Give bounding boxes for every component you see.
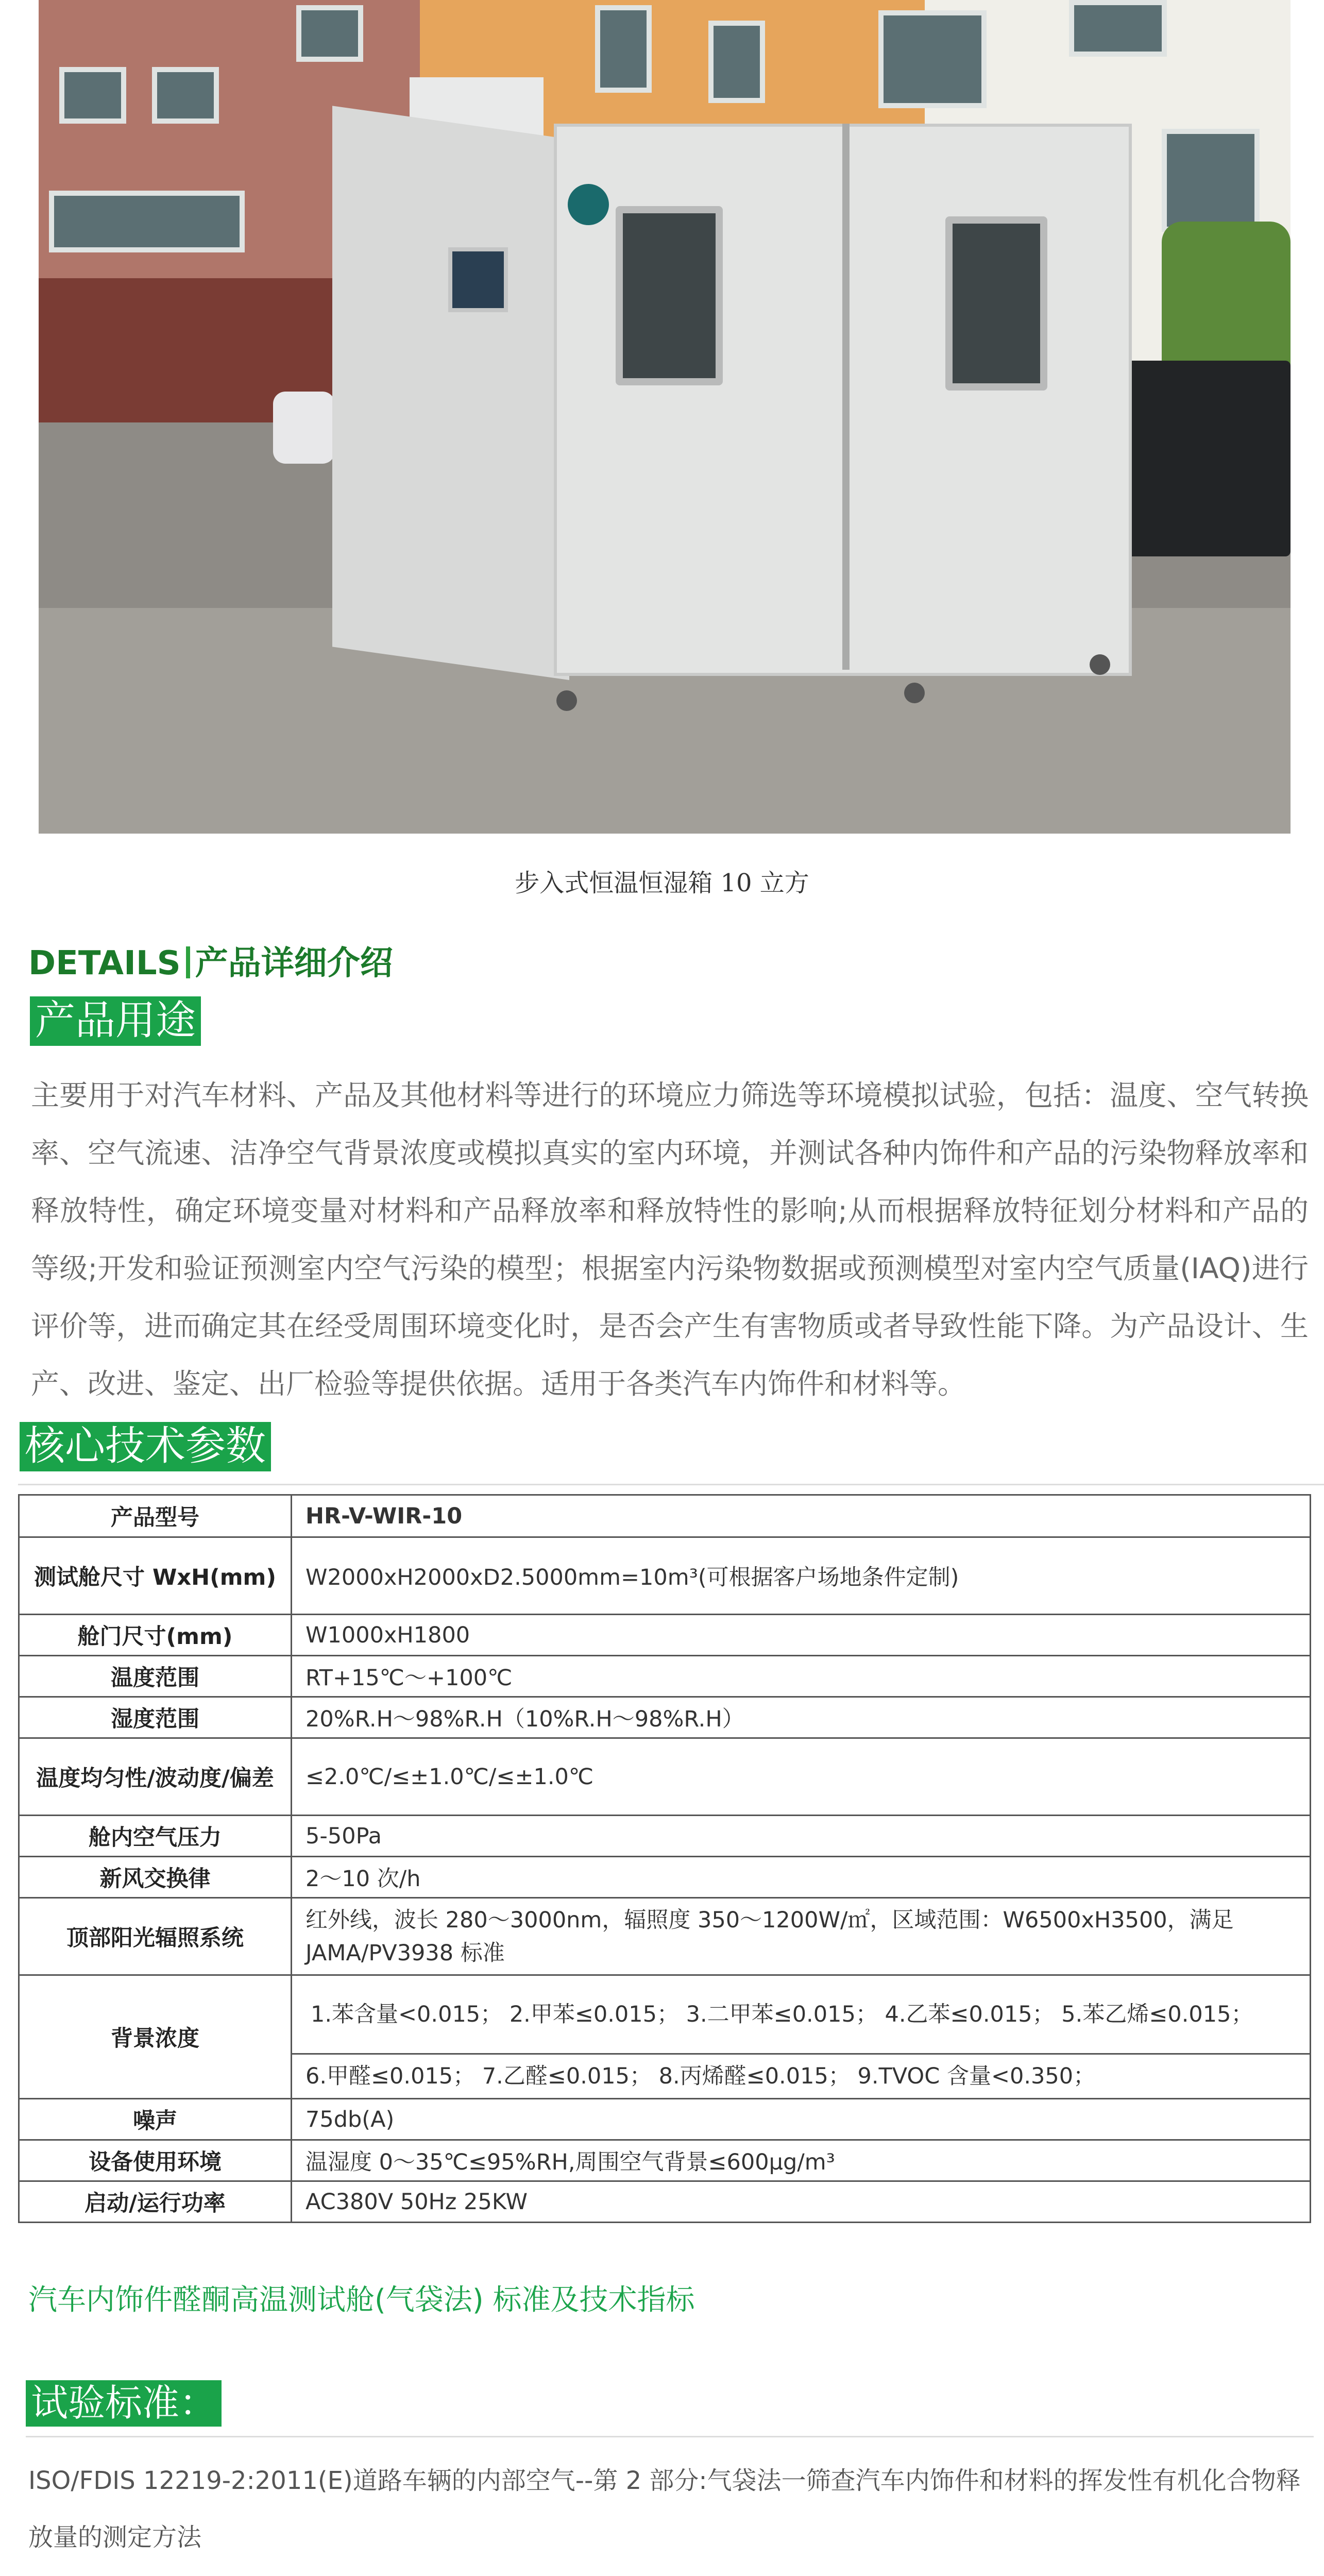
table-row bbox=[19, 1738, 1311, 1816]
product-photo bbox=[39, 0, 1291, 834]
param-value: W2000xH2000xD2.5000mm=10m³(可根据客户场地条件定制) bbox=[292, 1537, 1311, 1615]
param-key: 顶部阳光辐照系统 bbox=[19, 1898, 292, 1975]
param-value: 红外线，波长 280～3000nm，辐照度 350～1200W/㎡，区域范围：W6500xH3500，满足 JAMA/PV3938 标准 bbox=[292, 1898, 1311, 1975]
table-row bbox=[19, 2181, 1311, 2223]
table-row bbox=[19, 2140, 1311, 2181]
param-value: AC380V 50Hz 25KW bbox=[292, 2181, 1311, 2223]
params-divider bbox=[18, 1484, 1324, 1485]
param-key: 测试舱尺寸 WxH(mm) bbox=[19, 1537, 292, 1615]
param-value: 温湿度 0～35℃≤95%RH,周围空气背景≤600μg/m³ bbox=[292, 2140, 1311, 2181]
background-line-2: 6.甲醛≤0.015； 7.乙醛≤0.015； 8.丙烯醛≤0.015； 9.TVOC 含量<0.350； bbox=[292, 2053, 1310, 2098]
params-heading: 核心技术参数 bbox=[20, 1422, 271, 1471]
param-value: 20%R.H～98%R.H（10%R.H～98%R.H） bbox=[292, 1697, 1311, 1738]
usage-heading: 产品用途 bbox=[30, 996, 201, 1046]
param-value-multiline bbox=[292, 1975, 1311, 2099]
table-row bbox=[19, 1537, 1311, 1615]
param-key: 背景浓度 bbox=[19, 1975, 292, 2099]
param-key: 舱门尺寸(mm) bbox=[19, 1615, 292, 1656]
table-row bbox=[19, 2099, 1311, 2140]
table-row bbox=[19, 1975, 1311, 2099]
param-key: 设备使用环境 bbox=[19, 2140, 292, 2181]
table-row bbox=[19, 1898, 1311, 1975]
table-row bbox=[19, 1495, 1311, 1537]
param-value: 2～10 次/h bbox=[292, 1857, 1311, 1898]
photo-caption: 步入式恒温恒湿箱 10 立方 bbox=[515, 869, 809, 897]
param-key: 湿度范围 bbox=[19, 1697, 292, 1738]
usage-paragraph: 主要用于对汽车材料、产品及其他材料等进行的环境应力筛选等环境模拟试验，包括：温度、空气转换率、空气流速、洁净空气背景浓度或模拟真实的室内环境，并测试各种内饰件和产品的污染物释放率和释放特性，确定环境变量对材料和产品释放率和释放特性的影响;从而根据释放特征划分材料和产品的等级;开发和验证预测室内空气污染的模型；根据室内污染物数据或预测模型对室内空气质量(IAQ)进行评价等，进而确定其在经受周围环境变化时，是否会产生有害物质或者导致性能下降。为产品设计、生产、改进、鉴定、出厂检验等提供依据。适用于各类汽车内饰件和材料等。 bbox=[31, 1079, 1309, 1400]
param-key: 温度范围 bbox=[19, 1656, 292, 1697]
table-row bbox=[19, 1697, 1311, 1738]
table-row bbox=[19, 1816, 1311, 1857]
params-table bbox=[18, 1494, 1311, 2223]
param-key: 噪声 bbox=[19, 2099, 292, 2140]
test-standard-heading: 试验标准： bbox=[26, 2380, 222, 2427]
table-row bbox=[19, 1615, 1311, 1656]
standards-subtitle: 汽车内饰件醛酮高温测试舱(气袋法) 标准及技术指标 bbox=[28, 2283, 695, 2317]
param-key: 新风交换律 bbox=[19, 1857, 292, 1898]
test-standard-divider bbox=[26, 2436, 1314, 2437]
param-value: RT+15℃～+100℃ bbox=[292, 1656, 1311, 1697]
param-value: HR-V-WIR-10 bbox=[292, 1495, 1311, 1537]
details-divider bbox=[186, 946, 190, 978]
background-line-1: 1.苯含量<0.015； 2.甲苯≤0.015； 3.二甲苯≤0.015； 4.乙苯≤0.015； 5.苯乙烯≤0.015； bbox=[311, 2002, 1253, 2027]
param-key: 温度均匀性/波动度/偏差 bbox=[19, 1738, 292, 1816]
table-row bbox=[19, 1857, 1311, 1898]
param-value: ≤2.0℃/≤±1.0℃/≤±1.0℃ bbox=[292, 1738, 1311, 1816]
details-cn: 产品详细介绍 bbox=[195, 944, 393, 982]
details-heading bbox=[28, 937, 393, 984]
param-key: 启动/运行功率 bbox=[19, 2181, 292, 2223]
test-standard-text: ISO/FDIS 12219-2:2011(E)道路车辆的内部空气--第 2 部分:气袋法一筛查汽车内饰件和材料的挥发性有机化合物释放量的测定方法 bbox=[28, 2466, 1301, 2552]
param-key: 产品型号 bbox=[19, 1495, 292, 1537]
param-key: 舱内空气压力 bbox=[19, 1816, 292, 1857]
param-value: 75db(A) bbox=[292, 2099, 1311, 2140]
details-en: DETAILS bbox=[28, 944, 181, 982]
param-value: 5-50Pa bbox=[292, 1816, 1311, 1857]
param-value: W1000xH1800 bbox=[292, 1615, 1311, 1656]
table-row bbox=[19, 1656, 1311, 1697]
